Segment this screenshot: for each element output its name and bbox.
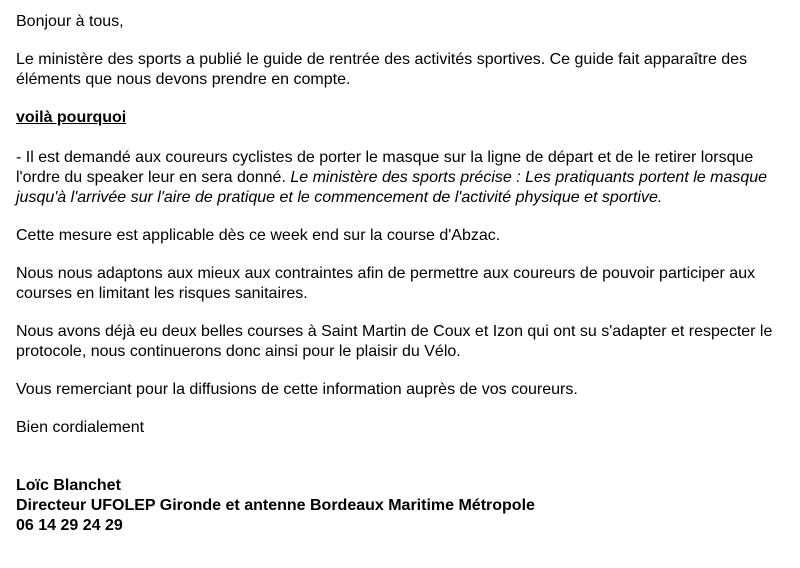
greeting: Bonjour à tous, — [16, 13, 124, 30]
signature-name: Loïc Blanchet — [16, 477, 121, 494]
ministry-quote: Le ministère des sports précise : Les pratiquants portent le masque jusqu'à l'arrivée sur l'aire de pratique et le commencement de l'activité physique et sportive. — [16, 169, 768, 206]
signature-title: Directeur UFOLEP Gironde et antenne Bordeaux Maritime Métropole — [16, 497, 535, 514]
adapt-paragraph: Nous nous adaptons aux mieux aux contraintes afin de permettre aux coureurs de pouvoir participer aux courses en limitant les risques sanitaires. — [16, 265, 756, 302]
measure-paragraph: Cette mesure est applicable dès ce week end sur la course d'Abzac. — [16, 227, 501, 244]
point-text: - Il est demandé aux coureurs cyclistes de porter le masque sur la ligne de départ et de le retirer lorsque l'ordre du speaker leur en sera donné. — [16, 149, 754, 186]
section-heading: voilà pourquoi — [16, 109, 127, 126]
email-body — [16, 12, 794, 536]
intro-paragraph: Le ministère des sports a publié le guide de rentrée des activités sportives. Ce guide fait apparaître des éléments que nous devons prendre en compte. — [16, 51, 748, 88]
signature — [16, 476, 794, 536]
signature-spacer — [16, 456, 794, 476]
closing: Bien cordialement — [16, 419, 145, 436]
point-paragraph — [16, 148, 794, 208]
thanks-paragraph: Vous remerciant pour la diffusions de cette information auprès de vos coureurs. — [16, 381, 578, 398]
races-paragraph: Nous avons déjà eu deux belles courses à Saint Martin de Coux et Izon qui ont su s'adapter et respecter le protocole, nous continuerons donc ainsi pour le plaisir du Vélo. — [16, 323, 773, 360]
signature-phone: 06 14 29 24 29 — [16, 517, 123, 534]
